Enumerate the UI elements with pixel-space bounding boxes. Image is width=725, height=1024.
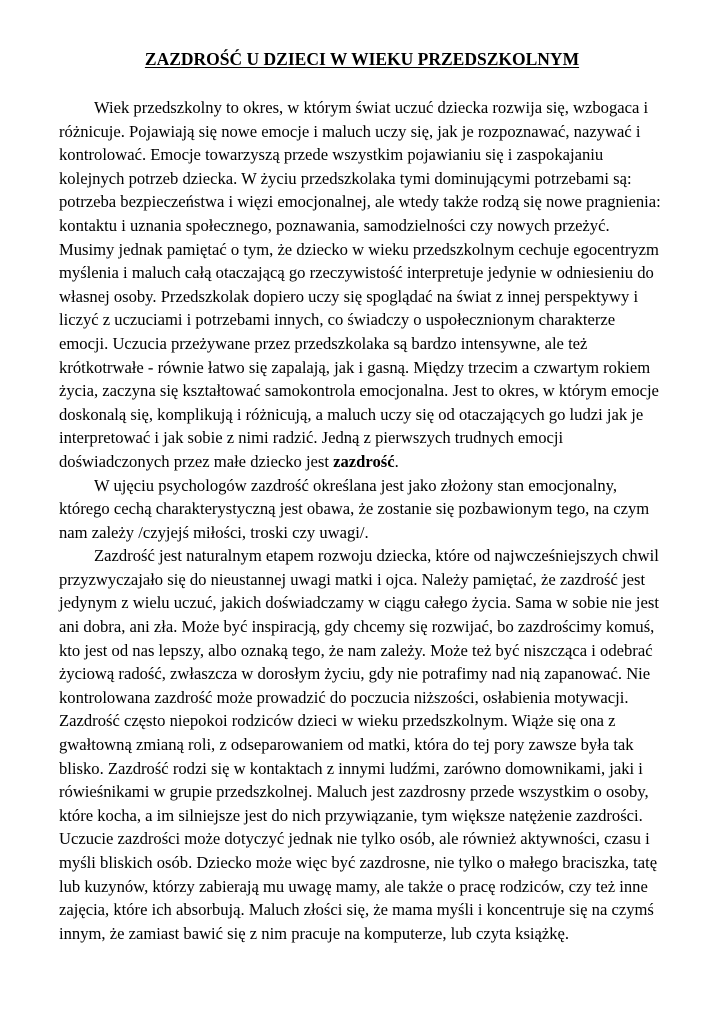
paragraph-1 bbox=[59, 96, 665, 474]
paragraph-1-bold-word: zazdrość bbox=[333, 451, 395, 471]
paragraph-3: Zazdrość jest naturalnym etapem rozwoju dziecka, które od najwcześniejszych chwil przyzwyczajało się do nieustannej uwagi matki i ojca. Należy pamiętać, że zazdrość jest jedynym z wielu uczuć, jakich doświadczamy w ciągu całego życia. Sama w sobie nie jest ani dobra, ani zła. Może być inspiracją, gdy chcemy się rozwijać, bo zazdrościmy komuś, kto jest od nas lepszy, albo oznaką tego, że nam zależy. Może też być niszcząca i odebrać życiową radość, zwłaszcza w dorosłym życiu, gdy nie potrafimy nad nią zapanować. Nie kontrolowana zazdrość może prowadzić do poczucia niższości, osłabienia motywacji. Zazdrość często niepokoi rodziców dzieci w wieku przedszkolnym. Wiąże się ona z gwałtowną zmianą roli, z odseparowaniem od matki, która do tej pory zawsze była tak blisko. Zazdrość rodzi się w kontaktach z innymi ludźmi, zarówno domownikami, jaki i rówieśnikami w grupie przedszkolnej. Maluch jest zazdrosny przede wszystkim o osoby, które kocha, a im silniejsze jest do nich przywiązanie, tym większe natężenie zazdrości. Uczucie zazdrości może dotyczyć jednak nie tylko osób, ale również aktywności, czasu i myśli bliskich osób. Dziecko może więc być zazdrosne, nie tylko o małego braciszka, tatę lub kuzynów, którzy zabierają mu uwagę mamy, ale także o pracę rodziców, czy też inne zajęcia, które ich absorbują. Maluch złości się, że mama myśli i koncentruje się na czymś innym, że zamiast bawić się z nim pracuje na komputerze, lub czyta książkę. bbox=[59, 546, 659, 943]
paragraph-1-text: Wiek przedszkolny to okres, w którym świat uczuć dziecka rozwija się, wzbogaca i różnicuje. Pojawiają się nowe emocje i maluch uczy się, jak je rozpoznawać, nazywać i kontrolować. Emocje towarzyszą przede wszystkim pojawianiu się i zaspokajaniu kolejnych potrzeb dziecka. W życiu przedszkolaka tymi dominującymi potrzebami są: potrzeba bezpieczeństwa i więzi emocjonalnej, ale wtedy także rodzą się nowe pragnienia: kontaktu i uznania społecznego, poznawania, samodzielności czy nowych przeżyć. Musimy jednak pamiętać o tym, że dziecko w wieku przedszkolnym cechuje egocentryzm myślenia i maluch całą otaczającą go rzeczywistość interpretuje jedynie w odniesieniu do własnej osoby. Przedszkolak dopiero uczy się spoglądać na świat z innej perspektywy i liczyć z uczuciami i potrzebami innych, co świadczy o uspołecznionym charakterze emocji. Uczucia przeżywane przez przedszkolaka są bardzo intensywne, ale też krótkotrwałe - równie łatwo się zapalają, jak i gasną. Między trzecim a czwartym rokiem życia, zaczyna się kształtować samokontrola emocjonalna. Jest to okres, w którym emocje doskonalą się, komplikują i różnicują, a maluch uczy się od otaczających go ludzi jak je interpretować i jak sobie z nimi radzić. Jedną z pierwszych trudnych emocji doświadczonych przez małe dziecko jest bbox=[59, 98, 661, 471]
paragraph-2: W ujęciu psychologów zazdrość określana jest jako złożony stan emocjonalny, którego cechą charakterystyczną jest obawa, że zostanie się pozbawionym tego, na czym nam zależy /czyjejś miłości, troski czy uwagi/. bbox=[59, 475, 650, 542]
document-title: ZAZDROŚĆ U DZIECI W WIEKU PRZEDSZKOLNYM bbox=[144, 49, 580, 69]
paragraph-1-end: . bbox=[394, 451, 399, 471]
